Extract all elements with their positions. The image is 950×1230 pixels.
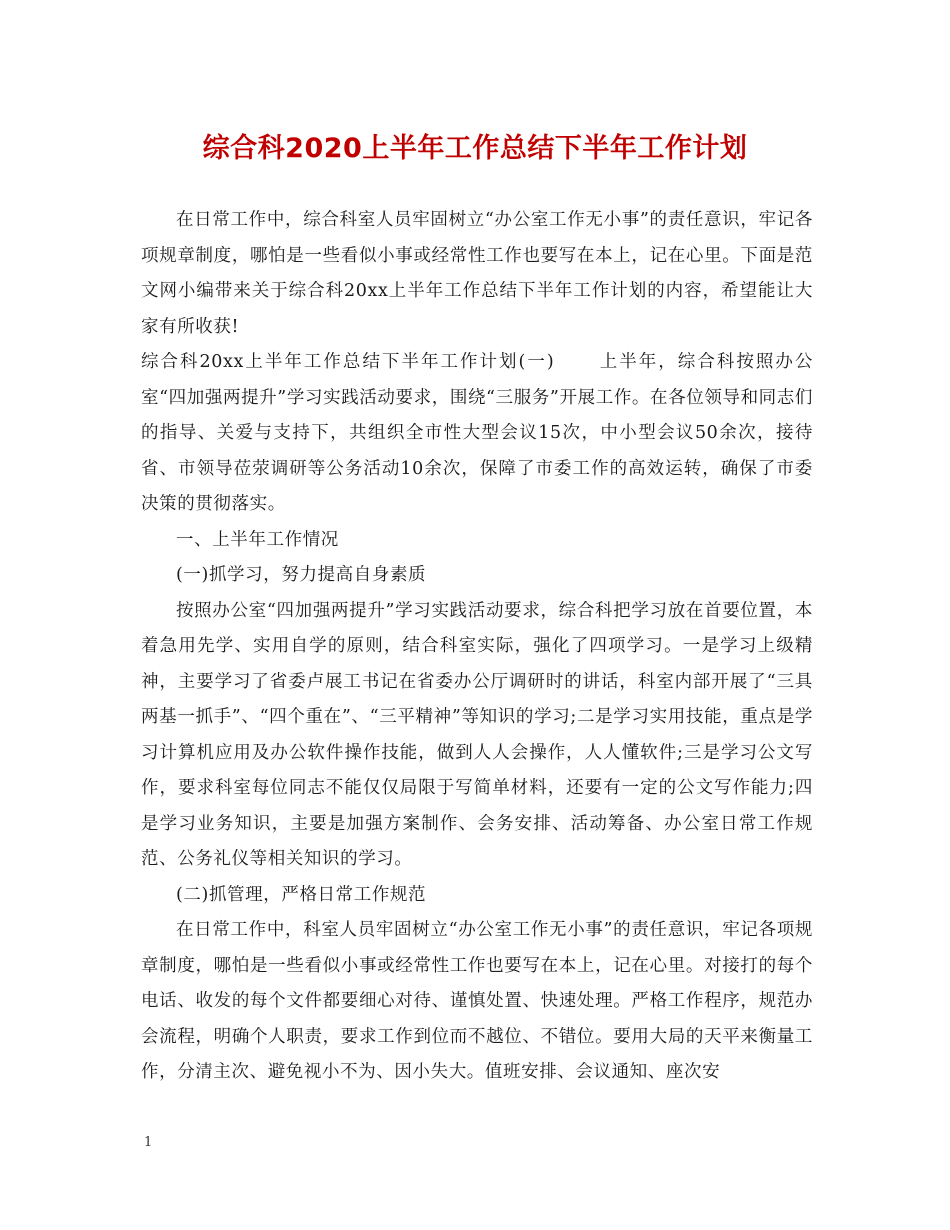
- subsection-body-2: 在日常工作中，科室人员牢固树立“办公室工作无小事”的责任意识，牢记各项规章制度，哪怕是一些看似小事或经常性工作也要写在本上，记在心里。对接打的每个电话、收发的每个文件都要细心对待、谨慎处置、快速处理。严格工作程序，规范办会流程，明确个人职责，要求工作到位而不越位、不错位。要用大局的天平来衡量工作，分清主次、避免视小不为、因小失大。值班安排、会议通知、座次安: [141, 920, 813, 1082]
- intro-paragraph: 在日常工作中，综合科室人员牢固树立“办公室工作无小事”的责任意识，牢记各项规章制度，哪怕是一些看似小事或经常性工作也要写在本上，记在心里。下面是范文网小编带来关于综合科20xx上半年工作总结下半年工作计划的内容，希望能让大家有所收获!: [141, 210, 813, 337]
- subsection-heading-2: (二)抓管理，严格日常工作规范: [176, 884, 427, 905]
- subsection-body-1: 按照办公室“四加强两提升”学习实践活动要求，综合科把学习放在首要位置，本着急用先学、实用自学的原则，结合科室实际，强化了四项学习。一是学习上级精神，主要学习了省委卢展工书记在省委办公厅调研时的讲话，科室内部开展了“三具两基一抓手”、“四个重在”、“三平精神”等知识的学习;二是学习实用技能，重点是学习计算机应用及办公软件操作技能，做到人人会操作，人人懂软件;三是学习公文写作，要求科室每位同志不能仅仅局限于写简单材料，还要有一定的公文写作能力;四是学习业务知识，主要是加强方案制作、会务安排、活动筹备、办公室日常工作规范、公务礼仪等相关知识的学习。: [141, 600, 813, 869]
- subsection-heading-1: (一)抓学习，努力提高自身素质: [176, 565, 427, 585]
- plan-heading: 综合科20xx上半年工作总结下半年工作计划(一): [141, 352, 555, 372]
- page-number: 1: [144, 1135, 153, 1150]
- plan-intro: 上半年，综合科按照办公室“四加强两提升”学习实践活动要求，围绕“三服务”开展工作。在各位领导和同志们的指导、关爱与支持下，共组织全市性大型会议15次，中小型会议50余次，接待省、市领导莅荥调研等公务活动10余次，保障了市委工作的高效运转，确保了市委决策的贯彻落实。: [141, 352, 813, 514]
- document-body: [141, 203, 813, 1091]
- plan-paragraph: [141, 345, 813, 523]
- section-heading: 一、上半年工作情况: [176, 529, 339, 550]
- document-title: 综合科2020上半年工作总结下半年工作计划: [202, 133, 748, 164]
